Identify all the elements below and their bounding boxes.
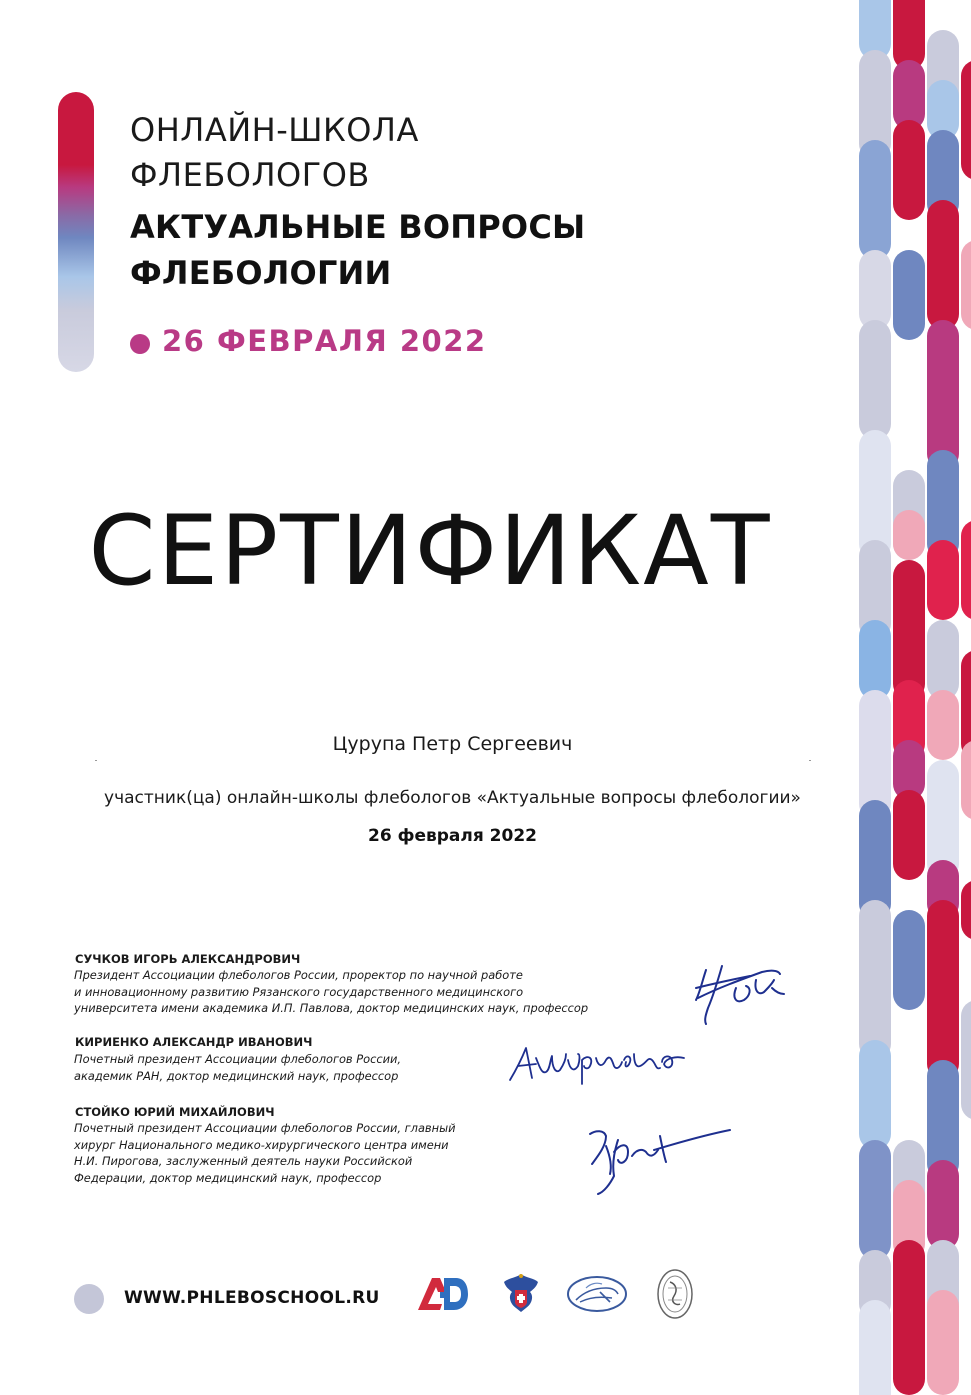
- decorative-stripe-segment: [961, 240, 971, 330]
- decorative-stripe-segment: [927, 1160, 959, 1250]
- decorative-stripe-segment: [859, 320, 891, 440]
- decorative-stripe-segment: [927, 620, 959, 700]
- name-line-right-mark: [809, 760, 811, 761]
- signatory-3-description: [74, 1120, 455, 1186]
- decorative-stripe-segment: [893, 120, 925, 220]
- decorative-stripe-segment: [893, 0, 925, 70]
- decorative-stripe-segment: [893, 1240, 925, 1395]
- signature-3: [584, 1122, 734, 1197]
- afr-logo-icon: [416, 1274, 468, 1314]
- signatory-1-desc-line: и инновационному развитию Рязанского государственного медицинского: [74, 984, 524, 999]
- decorative-stripe-segment: [927, 900, 959, 1080]
- topic-title-line2: ФЛЕБОЛОГИИ: [130, 254, 392, 292]
- decorative-stripe-segment: [859, 620, 891, 700]
- signatory-1-desc-line: Президент Ассоциации флебологов России, проректор по научной работе: [74, 968, 523, 982]
- certificate-title: СЕРТИФИКАТ: [88, 495, 772, 607]
- decorative-stripe-segment: [859, 1040, 891, 1150]
- website-link[interactable]: WWW.PHLEBOSCHOOL.RU: [124, 1288, 380, 1308]
- society-hand-logo-icon: [566, 1274, 628, 1314]
- signatory-3-desc-line: хирург Национального медико-хирургического центра имени: [74, 1137, 449, 1152]
- topic-title-line1: АКТУАЛЬНЫЕ ВОПРОСЫ: [130, 208, 586, 246]
- decorative-stripe-segment: [859, 250, 891, 330]
- decorative-stripe-segment: [927, 320, 959, 470]
- signatory-3-desc-line: Федерации, доктор медицинский наук, профессор: [74, 1170, 382, 1185]
- decorative-stripe-segment: [893, 910, 925, 1010]
- signatory-2-description: [74, 1051, 401, 1084]
- signatory-1-name: СУЧКОВ ИГОРЬ АЛЕКСАНДРОВИЧ: [75, 952, 301, 966]
- school-title-line2: ФЛЕБОЛОГОВ: [130, 156, 370, 194]
- decorative-stripe-segment: [893, 560, 925, 700]
- signature-2: [506, 1040, 688, 1085]
- decorative-stripe-segment: [859, 900, 891, 1060]
- decorative-stripe-segment: [893, 790, 925, 880]
- signature-1: [692, 958, 787, 1030]
- signatory-1-desc-line: университета имени академика И.П. Павлова, доктор медицинских наук, профессор: [74, 1001, 589, 1015]
- signatory-3-desc-line: Н.И. Пирогова, заслуженный деятель науки Российской: [74, 1154, 413, 1168]
- signatory-3-desc-line: Почетный президент Ассоциации флебологов России, главный: [74, 1121, 456, 1135]
- signatory-3-name: СТОЙКО ЮРИЙ МИХАЙЛОВИЧ: [75, 1105, 275, 1119]
- decorative-stripe-segment: [927, 690, 959, 760]
- event-date-header: 26 ФЕВРАЛЯ 2022: [162, 324, 487, 358]
- decorative-stripe-segment: [927, 200, 959, 330]
- decorative-stripe-segment: [961, 740, 971, 820]
- name-line-left-mark: [95, 760, 97, 761]
- decorative-stripes: [857, 0, 971, 1395]
- school-title-line1: ОНЛАЙН-ШКОЛА: [130, 111, 419, 149]
- event-date: 26 февраля 2022: [368, 826, 537, 846]
- decorative-stripe-segment: [893, 60, 925, 130]
- date-bullet-icon: [130, 334, 150, 354]
- decorative-stripe-segment: [927, 540, 959, 620]
- decorative-stripe-segment: [961, 1000, 971, 1120]
- decorative-stripe-segment: [961, 60, 971, 180]
- decorative-stripe-segment: [961, 520, 971, 620]
- decorative-stripe-segment: [893, 510, 925, 560]
- decorative-stripe-segment: [893, 250, 925, 340]
- recipient-name: Цурупа Петр Сергеевич: [332, 733, 573, 755]
- decorative-left-pill: [58, 92, 94, 372]
- decorative-stripe-segment: [859, 1300, 891, 1395]
- signatory-2-name: КИРИЕНКО АЛЕКСАНДР ИВАНОВИЧ: [75, 1035, 313, 1049]
- decorative-stripe-segment: [859, 1140, 891, 1260]
- decorative-stripe-segment: [859, 140, 891, 260]
- university-seal-logo-icon: [656, 1268, 694, 1320]
- decorative-stripe-segment: [927, 1290, 959, 1395]
- signatory-2-desc-line: академик РАН, доктор медицинский наук, профессор: [74, 1068, 399, 1083]
- website-bullet-icon: [74, 1284, 104, 1314]
- signatory-1-description: [74, 967, 588, 1017]
- participant-text: участник(ца) онлайн-школы флебологов «Актуальные вопросы флебологии»: [104, 788, 801, 808]
- svg-text:АФР: АФР: [442, 1302, 445, 1303]
- signatory-2-desc-line: Почетный президент Ассоциации флебологов России,: [74, 1052, 402, 1066]
- ministry-emblem-logo-icon: [498, 1270, 544, 1316]
